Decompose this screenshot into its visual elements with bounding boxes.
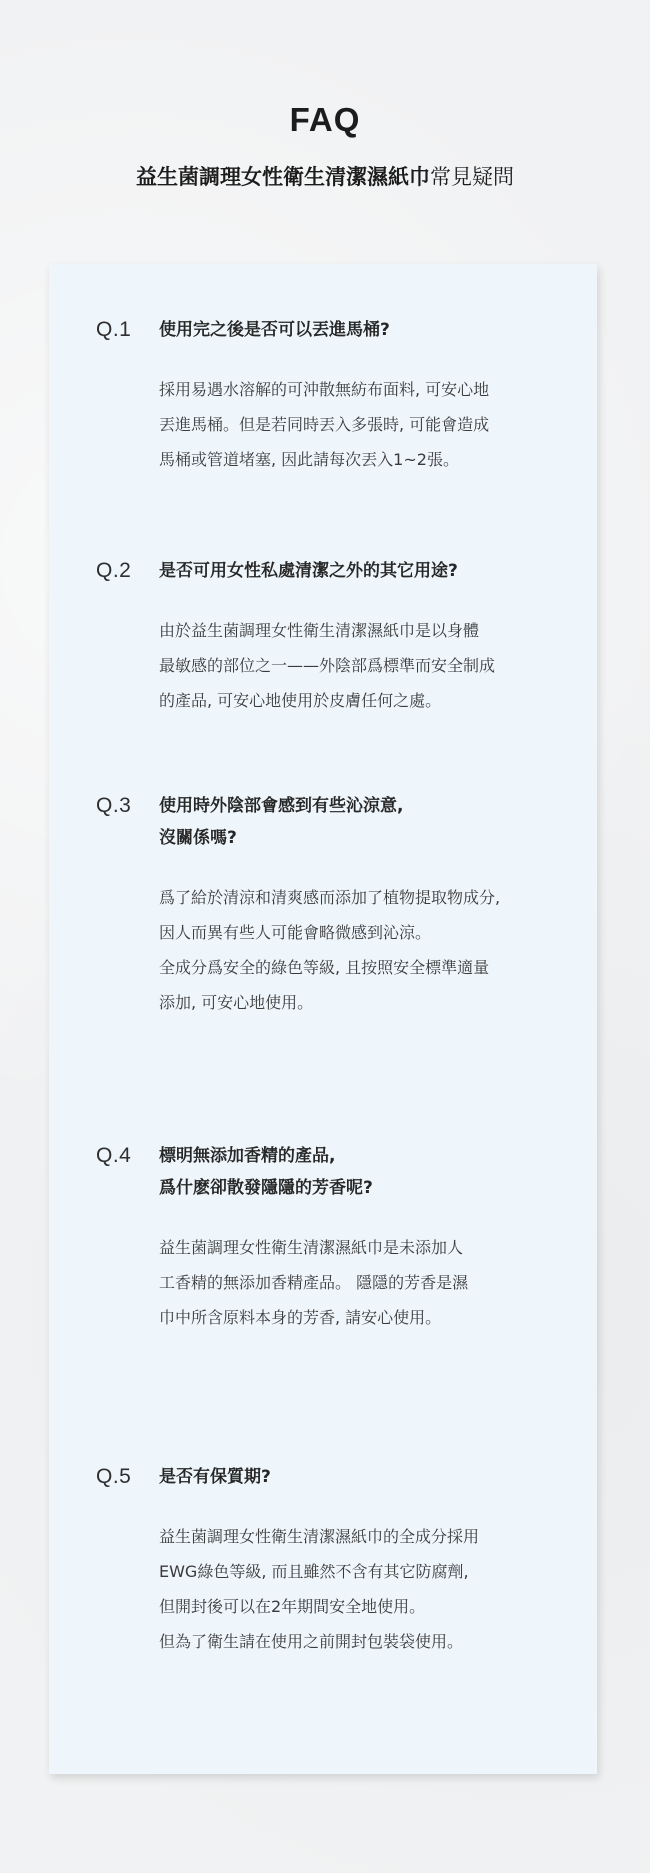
question-text: 標明無添加香精的產品, 爲什麽卻散發隱隱的芳香呢? — [159, 1146, 373, 1198]
question-number: Q.3 — [96, 794, 132, 817]
faq-item-1 — [96, 314, 576, 477]
page-header — [0, 100, 650, 192]
question-number: Q.4 — [96, 1144, 132, 1167]
faq-item-4 — [96, 1140, 576, 1335]
question-number: Q.2 — [96, 559, 132, 582]
question-text: 是否有保質期? — [159, 1467, 271, 1487]
page-title: FAQ — [289, 101, 361, 138]
question-number: Q.5 — [96, 1465, 132, 1488]
page-subtitle — [0, 162, 650, 192]
question-text: 是否可用女性私處清潔之外的其它用途? — [159, 561, 458, 581]
answer-text: 由於益生菌調理女性衛生清潔濕紙巾是以身體 最敏感的部位之一——外陰部爲標準而安全制成 的產品, 可安心地使用於皮膚任何之處。 — [159, 621, 496, 710]
answer-text: 益生菌調理女性衛生清潔濕紙巾是未添加人 工香精的無添加香精產品。 隱隱的芳香是濕 巾中所含原料本身的芳香, 請安心使用。 — [159, 1238, 469, 1327]
answer-text: 採用易遇水溶解的可沖散無紡布面料, 可安心地 丟進馬桶。但是若同時丟入多張時, 可能會造成 馬桶或管道堵塞, 因此請每次丟入1~2張。 — [159, 380, 490, 469]
faq-card — [49, 264, 597, 1774]
faq-item-5 — [96, 1461, 576, 1659]
faq-item-3 — [96, 790, 576, 1020]
question-text: 使用時外陰部會感到有些沁涼意, 沒關係嗎? — [159, 796, 404, 848]
subtitle-product-name: 益生菌調理女性衛生清潔濕紙巾 — [136, 165, 430, 189]
faq-item-2 — [96, 555, 576, 718]
answer-text: 爲了給於清涼和清爽感而添加了植物提取物成分, 因人而異有些人可能會略微感到沁涼。 全成分爲安全的綠色等級, 且按照安全標準適量 添加, 可安心地使用。 — [159, 888, 501, 1012]
question-text: 使用完之後是否可以丟進馬桶? — [159, 320, 390, 340]
question-number: Q.1 — [96, 318, 132, 341]
subtitle-suffix: 常見疑問 — [430, 165, 514, 189]
answer-text: 益生菌調理女性衛生清潔濕紙巾的全成分採用 EWG綠色等級, 而且雖然不含有其它防腐劑, 但開封後可以在2年期間安全地使用。 但為了衛生請在使用之前開封包裝袋使用。 — [159, 1527, 480, 1651]
